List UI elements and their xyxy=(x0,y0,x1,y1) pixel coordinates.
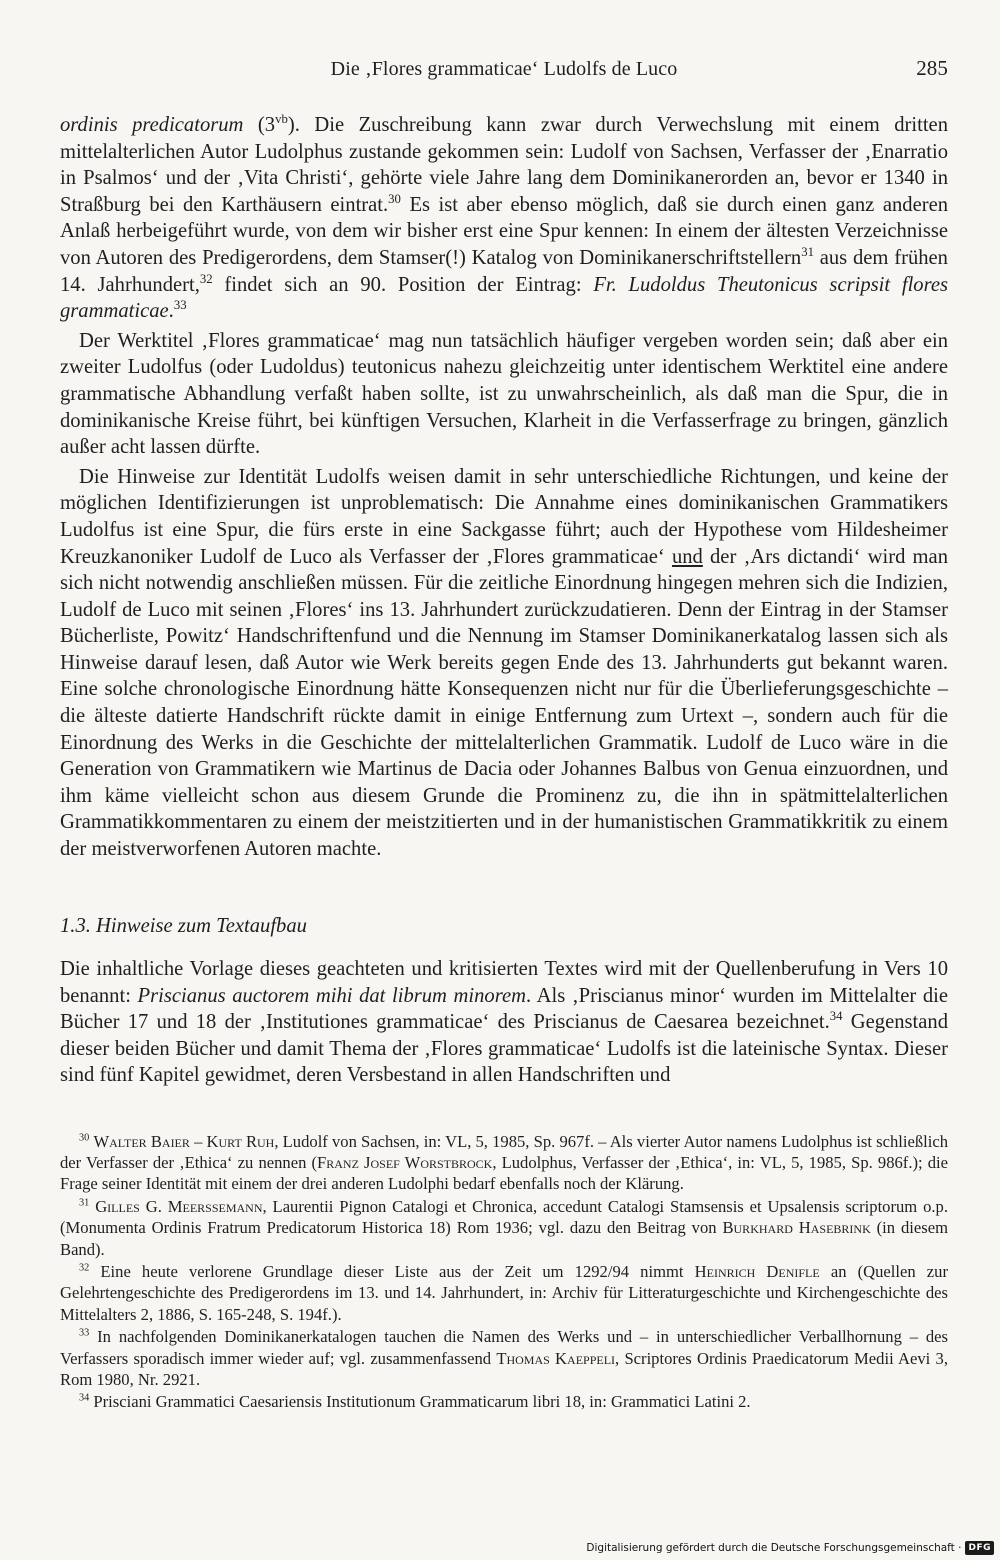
footnote-ref-32: 32 xyxy=(199,271,213,286)
author-name: Franz Josef Worstbrock xyxy=(317,1153,493,1173)
paragraph-1 xyxy=(60,112,948,325)
author-name: Walter Baier xyxy=(93,1132,190,1151)
text-run: , Scriptores Ordinis Praedicatorum Medii Aevi 3, Rom 1980, Nr. 2921. xyxy=(60,1348,948,1389)
text-run: Die Hinweise zur Identität Ludolfs weisen damit in sehr unterschiedliche Richtungen, und keine der möglichen Identifizierungen ist unproblematisch: Die Annahme eines dominikanischen Grammatikers Ludolfus ist eine Spur, die fürs erste in eine Sackgasse führt; auch der Hypothese vom Hildesheimer Kreuzkanoniker Ludolf de Luco als Verfasser der ‚Flores grammaticae‘ xyxy=(60,465,948,568)
footnote-ref-34: 34 xyxy=(829,1009,843,1024)
italic-quote: Priscianus auctorem mihi dat librum minorem xyxy=(137,984,526,1007)
funding-banner xyxy=(586,1539,994,1557)
section-paragraph-1 xyxy=(60,956,948,1089)
italic-text: ordinis predicatorum xyxy=(60,114,244,136)
section-heading: 1.3. Hinweise zum Textaufbau xyxy=(60,915,307,937)
text-run: . Als ‚Priscianus minor‘ wurden im Mittelalter die Bücher 17 und 18 der ‚Institutiones grammaticae‘ des Priscianus de Caesarea bezeichnet. xyxy=(60,984,949,1034)
footnote-ref-31: 31 xyxy=(801,245,814,260)
underlined-text: und xyxy=(671,545,703,568)
footnote-number: 32 xyxy=(79,1262,90,1274)
text-run: , Laurentii Pignon Catalogi et Chronica, accedunt Catalogi Stamsensis et Upsalensis scriptorum o.p. (Monumenta Ordinis Fratrum Predicatorum Historica 18) Rom 1936; vgl. dazu den Beitrag von xyxy=(60,1197,948,1238)
footnote-33 xyxy=(60,1326,948,1390)
text-run: , Ludolf von Sachsen, in: VL, 5, 1985, Sp. 967f. – Als vierter Autor namens Ludolphus ist schließlich der Verfasser der ‚Ethica‘ zu nennen ( xyxy=(60,1132,949,1173)
footnote-32 xyxy=(60,1261,948,1325)
text-run: ). Die Zuschreibung kann zwar durch Verwechslung mit einem dritten mittelalterlichen Autor Ludolphus zustande gekommen sein: Ludolf von Sachsen, Verfasser der ‚Enarratio in Psalmos‘ und der ‚Vita Christi‘, gehörte viele Jahre lang dem Dominikanerorden an, bevor er 1340 in Straßburg bei den Karthäusern eintrat. xyxy=(60,114,948,216)
paragraph-2: Der Werktitel ‚Flores grammaticae‘ mag nun tatsächlich häufiger vergeben worden sein; daß aber ein zweiter Ludolfus (oder Ludoldus) teutonicus nahezu gleichzeitig unter identischem Werktitel eine andere grammatische Abhandlung verfaßt haben sollte, ist zu unwahrscheinlich, als daß man die Spur, die in dominikanische Kreise führt, bei künftigen Versuchen, Klarheit in die Verfasserfrage zu bringen, gänzlich außer acht lassen dürfte. xyxy=(60,329,948,459)
superscript: vb xyxy=(275,112,288,127)
author-name: Heinrich Denifle xyxy=(694,1262,820,1282)
footnote-ref-30: 30 xyxy=(388,191,401,206)
text-run: Prisciani Grammatici Caesariensis Institutionum Grammaticarum libri 18, in: Grammatici Latini 2. xyxy=(89,1392,751,1412)
footnote-34 xyxy=(60,1391,948,1412)
paragraph-3 xyxy=(60,464,948,863)
author-name: Gilles G. Meerssemann xyxy=(95,1197,263,1217)
text-run: . xyxy=(168,300,174,323)
italic-text: Fr. Ludoldus Theutonicus scripsit flores grammaticae xyxy=(60,273,948,323)
text-run: – xyxy=(189,1132,207,1151)
text-run: (in diesem Band). xyxy=(60,1218,948,1259)
running-head xyxy=(60,58,948,86)
footnotes xyxy=(60,1131,948,1414)
footnote-number: 34 xyxy=(79,1393,90,1405)
text-run: Es ist aber ebenso möglich, daß sie durch einen ganz anderen Anlaß herbeigeführt wurde, von dem wir bisher erst eine Spur kennen: In einem der ältesten Verzeichnisse von Autoren des Predigerordens, dem Stamser(!) Katalog von Dominikanerschriftstellern xyxy=(60,193,949,269)
text-run: der ‚Ars dictandi‘ wird man sich nicht notwendig anschließen müssen. Für die zeitliche Einordnung hingegen mehren sich die Indizien, Ludolf de Luco mit seinen ‚Flores‘ ins 13. Jahrhundert zurückzudatieren. Denn der Eintrag in der Stamser Bücherliste, Powitz‘ Handschriftenfund und die Nennung im Stamser Dominikanerkatalog lassen sich als Hinweise darauf lesen, daß Autor wie Werk bereits gegen Ende des 13. Jahrhunderts gut bekannt waren. Eine solche chronologische Einordnung hätte Konsequenzen nicht nur für die Überlieferungsgeschichte – die älteste datierte Handschrift rückte damit in einige Entfernung zum Urtext –, sondern auch für die Einordnung des Werks in die Geschichte der mittelalterlichen Grammatik. Ludolf de Luco wäre in die Generation von Grammatikern wie Martinus de Dacia oder Johannes Balbus von Genua einzuordnen, und ihm käme vielleicht schon aus diesem Grunde die Prominenz zu, die ihn in spätmittelalterlichen Grammatikkommentaren zu einem der meistzitierten und in der humanistischen Grammatikkritik zu einem der meistverworfenen Autoren machte. xyxy=(60,545,948,861)
text-run: Eine heute verlorene Grundlage dieser Liste aus der Zeit um 1292/94 nimmt xyxy=(89,1262,695,1282)
page-number: 285 xyxy=(916,56,948,80)
footnote-ref-33: 33 xyxy=(173,298,187,313)
funding-text: Digitalisierung gefördert durch die Deutsche Forschungsgemeinschaft · xyxy=(586,1542,962,1554)
text-run: Gegenstand dieser beiden Bücher und damit Thema der ‚Flores grammaticae‘ Ludolfs ist die lateinische Syntax. Dieser sind fünf Kapitel gewidmet, deren Versbestand in allen Handschriften und xyxy=(60,1011,948,1087)
text-run: Die inhaltliche Vorlage dieses geachteten und kritisierten Textes wird mit der Quellenberufung in Vers 10 benannt: xyxy=(60,958,948,1007)
text-run: (3 xyxy=(243,114,276,136)
author-name: Burkhard Hasebrink xyxy=(722,1218,871,1238)
text-run: aus dem frühen 14. Jahrhundert, xyxy=(60,246,948,296)
footnote-number: 30 xyxy=(79,1132,90,1144)
footnote-number: 33 xyxy=(79,1327,90,1339)
running-title: Die ‚Flores grammaticae‘ Ludolfs de Luco xyxy=(330,58,678,80)
footnote-31 xyxy=(60,1196,948,1260)
author-name: Thomas Kaeppeli xyxy=(496,1348,616,1368)
body-text xyxy=(60,112,948,863)
text-run: findet sich an 90. Position der Eintrag: xyxy=(212,273,594,296)
text-run: an (Quellen zur Gelehrtengeschichte des Predigerordens im 13. und 14. Jahrhundert, in: Archiv für Litteraturgeschichte und Kirchengeschichte des Mittelalters 2, 1886, S. 165-248, S. 194f.). xyxy=(60,1262,948,1324)
footnote-30 xyxy=(60,1131,948,1195)
text-run: In nachfolgenden Dominikanerkatalogen tauchen die Namen des Werks und – in unterschiedlicher Verballhornung – des Verfassers sporadisch immer wieder auf; vgl. zusammenfassend xyxy=(60,1327,948,1368)
text-run: , Ludolphus, Verfasser der ‚Ethica‘, in: VL, 5, 1985, Sp. 986f.); die Frage seiner Identität mit einem der drei anderen Ludolphi bedarf ebenfalls noch der Klärung. xyxy=(60,1153,948,1194)
section-text xyxy=(60,956,948,1089)
dfg-logo: DFG xyxy=(965,1541,994,1555)
author-name: Kurt Ruh xyxy=(206,1132,275,1151)
footnote-number: 31 xyxy=(79,1197,90,1209)
